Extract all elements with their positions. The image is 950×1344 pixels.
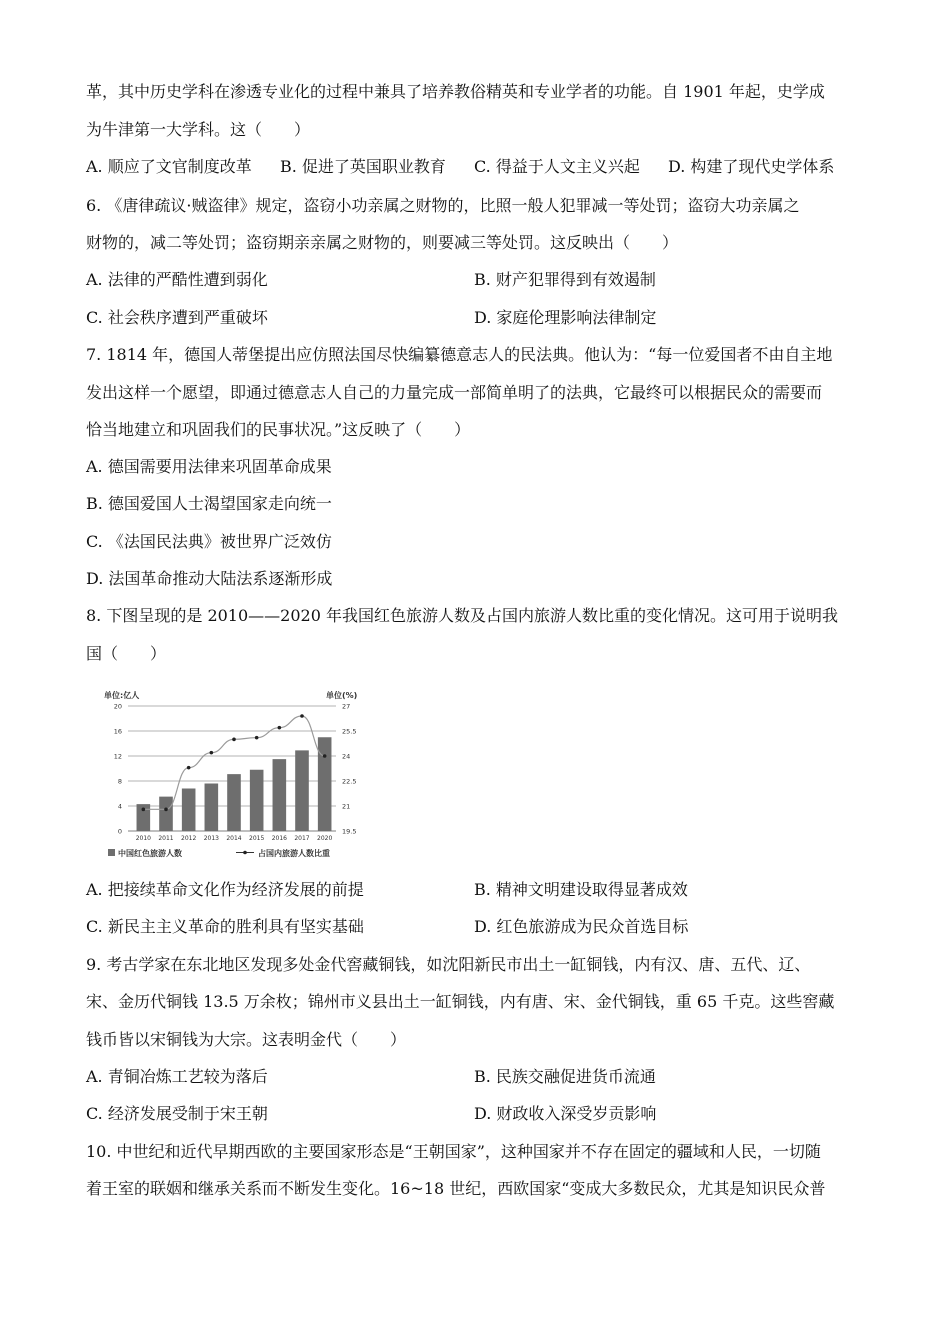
- q6-stem-line-2: 财物的，减二等处罚；盗窃期亲亲属之财物的，则要减三等处罚。这反映出（ ）: [86, 233, 679, 252]
- q5-option-d: D. 构建了现代史学体系: [668, 157, 835, 176]
- q5-stem-line-2: 为牛津第一大学科。这（ ）: [86, 120, 311, 139]
- left-tick-label: 16: [113, 727, 122, 736]
- q7-stem-line-3: 恰当地建立和巩固我们的民事状况。”这反映了（ ）: [86, 420, 471, 439]
- x-tick-label: 2011: [158, 835, 174, 842]
- left-tick-label: 8: [117, 777, 122, 786]
- q7-option-d: D. 法国革命推动大陆法系逐渐形成: [86, 569, 333, 588]
- bar: [227, 774, 241, 831]
- q8-option-b: B. 精神文明建设取得显著成效: [474, 880, 688, 899]
- x-tick-label: 2012: [181, 835, 197, 842]
- q7-option-b: B. 德国爱国人士渴望国家走向统一: [86, 494, 332, 513]
- share-point: [300, 714, 304, 718]
- q7-stem-line-2: 发出这样一个愿望，即通过德意志人自己的力量完成一部简单明了的法典，它最终可以根据民众的需要而: [86, 383, 823, 402]
- legend-line-marker: [243, 851, 247, 855]
- share-point: [164, 808, 168, 812]
- q5-option-a: A. 顺应了文官制度改革: [86, 157, 252, 176]
- q8-option-d: D. 红色旅游成为民众首选目标: [474, 917, 689, 936]
- q7-stem-line-1: 7. 1814 年，德国人蒂堡提出应仿照法国尽快编纂德意志人的民法典。他认为：“每一位爱国者不由自主地: [86, 345, 833, 364]
- right-tick-label: 24: [342, 752, 351, 761]
- bar: [295, 750, 309, 831]
- q9-stem-line-3: 钱币皆以宋铜钱为大宗。这表明金代（ ）: [86, 1030, 407, 1049]
- q9-option-b: B. 民族交融促进货币流通: [474, 1067, 656, 1086]
- x-tick-label: 2015: [249, 835, 265, 842]
- right-tick-label: 22.5: [342, 777, 357, 786]
- right-tick-label: 25.5: [342, 727, 357, 736]
- left-tick-label: 12: [113, 752, 122, 761]
- share-point: [232, 738, 236, 742]
- q8-option-c: C. 新民主主义革命的胜利具有坚实基础: [86, 917, 364, 936]
- bar: [182, 789, 196, 832]
- q9-option-d: D. 财政收入深受岁贡影响: [474, 1104, 657, 1123]
- bar: [250, 770, 264, 831]
- q5-stem-line-1: 革，其中历史学科在渗透专业化的过程中兼具了培养教俗精英和专业学者的功能。自 1901 年起，史学成: [86, 82, 825, 101]
- q7-option-c: C. 《法国民法典》被世界广泛效仿: [86, 532, 332, 551]
- left-tick-label: 20: [113, 702, 122, 711]
- bar: [273, 759, 287, 831]
- right-tick-label: 21: [342, 802, 351, 811]
- q6-option-d: D. 家庭伦理影响法律制定: [474, 308, 657, 327]
- legend-line-label: 占国内旅游人数比重: [258, 849, 330, 858]
- bar: [318, 737, 332, 831]
- right-tick-label: 27: [342, 702, 351, 711]
- q5-option-b: B. 促进了英国职业教育: [280, 157, 446, 176]
- left-tick-label: 0: [117, 827, 122, 836]
- x-tick-label: 2020: [317, 835, 333, 842]
- share-point: [187, 766, 191, 770]
- q9-option-a: A. 青铜冶炼工艺较为落后: [86, 1067, 268, 1086]
- legend-bar-label: 中国红色旅游人数: [118, 849, 182, 858]
- q9-stem-line-2: 宋、金历代铜钱 13.5 万余枚；锦州市义县出土一缸铜钱，内有唐、宋、金代铜钱，重 65 千克。这些窖藏: [86, 992, 835, 1011]
- q6-option-c: C. 社会秩序遭到严重破坏: [86, 308, 268, 327]
- share-point: [255, 736, 259, 740]
- bar: [159, 797, 173, 831]
- q8-stem-line-2: 国（ ）: [86, 644, 167, 663]
- share-point: [142, 808, 146, 812]
- left-tick-label: 4: [117, 802, 122, 811]
- chart-svg: [98, 688, 368, 864]
- x-tick-label: 2010: [135, 835, 151, 842]
- x-tick-label: 2016: [271, 835, 287, 842]
- x-tick-label: 2017: [294, 835, 310, 842]
- left-axis-unit: 单位:亿人: [104, 691, 140, 700]
- q8-stem-line-1: 8. 下图呈现的是 2010——2020 年我国红色旅游人数及占国内旅游人数比重的变化情况。这可用于说明我: [86, 606, 838, 625]
- bar: [205, 784, 219, 832]
- right-tick-label: 19.5: [342, 827, 357, 836]
- share-point: [278, 726, 282, 730]
- q6-stem-line-1: 6. 《唐律疏议·贼盗律》规定，盗窃小功亲属之财物的，比照一般人犯罪减一等处罚；盗窃大功亲属之: [86, 196, 800, 215]
- q6-option-b: B. 财产犯罪得到有效遏制: [474, 270, 656, 289]
- share-point: [323, 754, 327, 758]
- q9-option-c: C. 经济发展受制于宋王朝: [86, 1104, 268, 1123]
- red-tourism-chart: [98, 688, 368, 864]
- q10-stem-line-2: 着王室的联姻和继承关系而不断发生变化。16~18 世纪，西欧国家“变成大多数民众，尤其是知识民众普: [86, 1179, 826, 1198]
- legend-bar-swatch: [108, 849, 115, 856]
- q9-stem-line-1: 9. 考古学家在东北地区发现多处金代窖藏铜钱，如沈阳新民市出土一缸铜钱，内有汉、唐、五代、辽、: [86, 955, 811, 974]
- right-axis-unit: 单位(%): [326, 691, 358, 700]
- q7-option-a: A. 德国需要用法律来巩固革命成果: [86, 457, 332, 476]
- q6-option-a: A. 法律的严酷性遭到弱化: [86, 270, 268, 289]
- q8-option-a: A. 把接续革命文化作为经济发展的前提: [86, 880, 364, 899]
- x-tick-label: 2014: [226, 835, 242, 842]
- share-point: [210, 751, 214, 755]
- q10-stem-line-1: 10. 中世纪和近代早期西欧的主要国家形态是“王朝国家”，这种国家并不存在固定的疆域和人民，一切随: [86, 1142, 821, 1161]
- x-tick-label: 2013: [203, 835, 219, 842]
- q5-option-c: C. 得益于人文主义兴起: [474, 157, 640, 176]
